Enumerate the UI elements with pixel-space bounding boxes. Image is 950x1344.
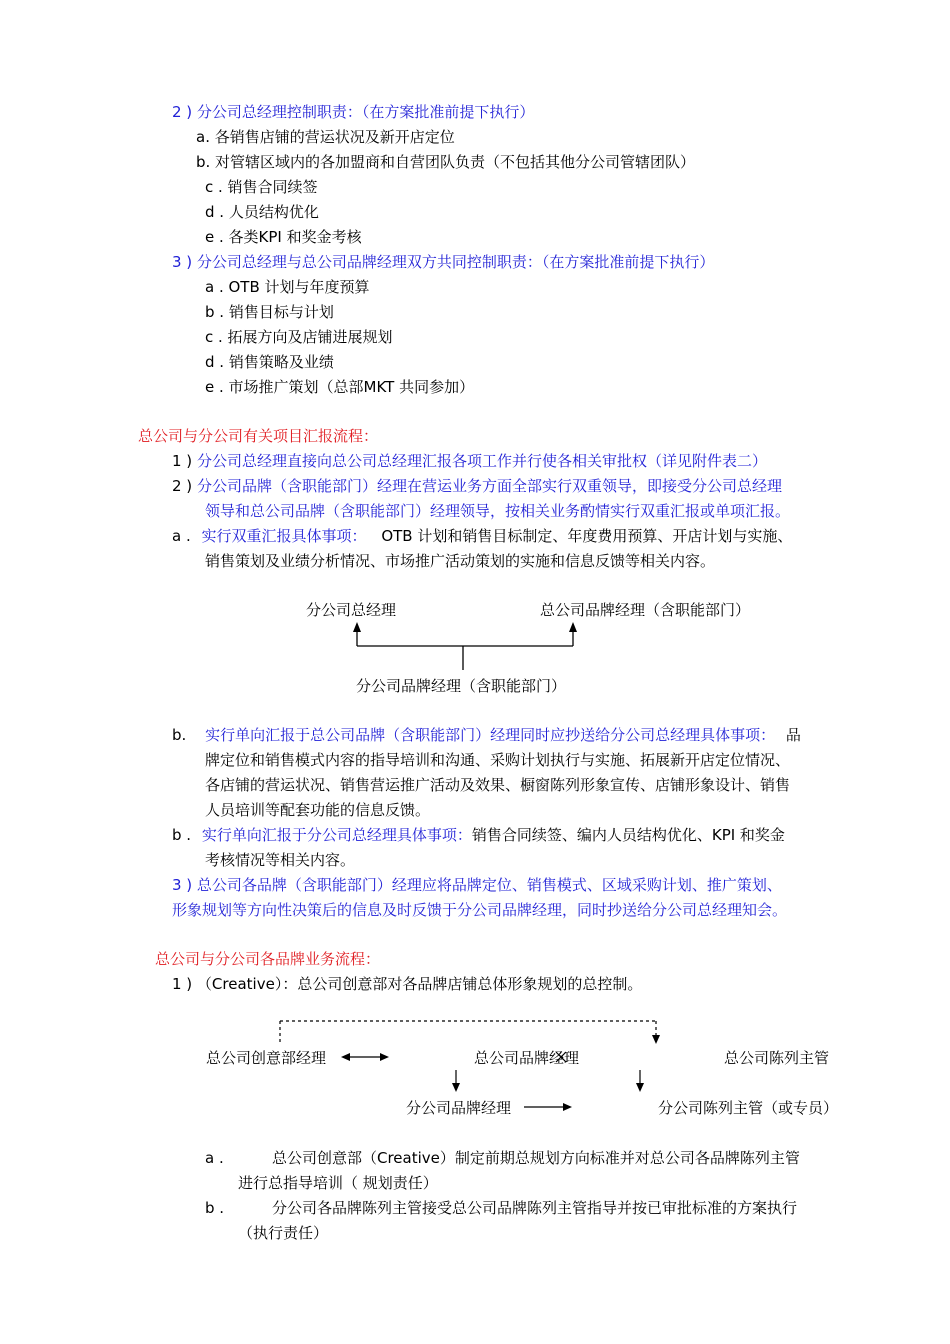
diagram2-branch-brand-mgr: 分公司品牌经理 (406, 1099, 512, 1117)
diagram1-branch-gm: 分公司总经理 (306, 601, 397, 619)
report-p1-num: 1 ) (172, 452, 193, 470)
diagram2-down-left-arrowhead (452, 1083, 460, 1092)
diagram1-branch-brand-mgr: 分公司品牌经理（含职能部门） (356, 677, 567, 695)
diagram2-display-head: 总公司陈列主管 (724, 1049, 830, 1067)
section-2-item-e: e . 各类KPI 和奖金考核 (205, 228, 362, 246)
report-b1-line4: 人员培训等配套功能的信息反馈。 (205, 801, 431, 819)
section-2-item-c: c . 销售合同续签 (205, 178, 318, 196)
diagram2-branch-display: 分公司陈列主管（或专员） (658, 1099, 839, 1117)
section-3-item-d: d . 销售策略及业绩 (205, 353, 334, 371)
report-p1-text: 分公司总经理直接向总公司总经理汇报各项工作并行使各相关审批权（详见附件表二） (196, 452, 767, 470)
business-a-line1: 总公司创意部（Creative）制定前期总规划方向标准并对总公司各品牌陈列主管 (272, 1149, 800, 1167)
report-b1-line2: 牌定位和销售模式内容的指导培训和沟通、采购计划执行与实施、拓展新开店定位情况、 (205, 751, 791, 769)
section-3-title: 3 ) 分公司总经理与总公司品牌经理双方共同控制职责：（在方案批准前提下执行） (172, 253, 715, 271)
diagram2-arrowhead-left (341, 1053, 350, 1061)
section-2-item-d: d . 人员结构优化 (205, 203, 319, 221)
report-a-num: a . (172, 527, 191, 545)
report-b2-label: 实行单向汇报于分公司总经理具体事项： (201, 826, 472, 844)
section-2-title: 2 ) 分公司总经理控制职责：（在方案批准前提下执行） (172, 103, 535, 121)
business-a-line2: 进行总指导培训（ 规划责任） (238, 1174, 438, 1192)
report-p3-line1: 3 ) 总公司各品牌（含职能部门）经理应将品牌定位、销售模式、区域采购计划、推广策划、 (172, 876, 782, 894)
section-3-item-a: a . OTB 计划与年度预算 (205, 278, 370, 296)
business-b-num: b . (205, 1199, 225, 1217)
diagram2-arrowhead-right (380, 1053, 389, 1061)
report-p2-text: 分公司品牌（含职能部门）经理在营运业务方面全部实行双重领导，即接受分公司总经理 (196, 477, 782, 495)
business-p1: 1 ) （Creative）：总公司创意部对各品牌店铺总体形象规划的总控制。 (172, 975, 643, 993)
section-2-item-a: a. 各销售店铺的营运状况及新开店定位 (196, 128, 455, 146)
report-p2-num: 2 ) (172, 477, 193, 495)
diagram2-dashed-arrowhead (652, 1035, 660, 1044)
report-b2-line2: 考核情况等相关内容。 (205, 851, 356, 869)
report-b2-num: b . (172, 826, 192, 844)
business-heading: 总公司与分公司各品牌业务流程： (155, 950, 381, 968)
business-b-line2: （执行责任） (238, 1224, 329, 1242)
report-b1-num: b. (172, 726, 187, 744)
diagram2-hq-brand-mgr: 总公司品牌经理 (474, 1049, 580, 1067)
report-b1-line3: 各店铺的营运状况、销售营运推广活动及效果、橱窗陈列形象宣传、店铺形象设计、销售 (205, 776, 791, 794)
report-b2-text1: 销售合同续签、编内人员结构优化、KPI 和奖金 (471, 826, 785, 844)
report-b1-label: 实行单向汇报于总公司品牌（含职能部门）经理同时应抄送给分公司总经理具体事项： (205, 726, 776, 744)
diagram2-creative-mgr: 总公司创意部经理 (206, 1049, 327, 1067)
report-p2-line2: 领导和总公司品牌（含职能部门）经理领导，按相关业务酌情实行双重汇报或单项汇报。 (205, 502, 791, 520)
report-a-line2: 销售策划及业绩分析情况、市场推广活动策划的实施和信息反馈等相关内容。 (205, 552, 716, 570)
section-3-item-e: e . 市场推广策划（总部MKT 共同参加） (205, 378, 475, 396)
section-3-item-c: c . 拓展方向及店铺进展规划 (205, 328, 393, 346)
report-b1-text1: 品 (785, 726, 801, 744)
diagram2-down-right-arrowhead (636, 1083, 644, 1092)
report-a-text1: OTB 计划和销售目标制定、年度费用预算、开店计划与实施、 (381, 527, 793, 545)
report-heading: 总公司与分公司有关项目汇报流程： (138, 427, 379, 445)
business-b-line1: 分公司各品牌陈列主管接受总公司品牌陈列主管指导并按已审批标准的方案执行 (272, 1199, 798, 1217)
diagram1-hq-brand-mgr: 总公司品牌经理（含职能部门） (540, 601, 751, 619)
report-a-label: 实行双重汇报具体事项： (201, 527, 367, 545)
section-3-item-b: b . 销售目标与计划 (205, 303, 334, 321)
business-a-num: a . (205, 1149, 224, 1167)
diagram2-right-arrowhead (563, 1103, 572, 1111)
report-p3-line2: 形象规划等方向性决策后的信息及时反馈于分公司品牌经理，同时抄送给分公司总经理知会。 (172, 901, 788, 919)
section-2-item-b: b. 对管辖区域内的各加盟商和自营团队负责（不包括其他分公司管辖团队） (196, 153, 696, 171)
